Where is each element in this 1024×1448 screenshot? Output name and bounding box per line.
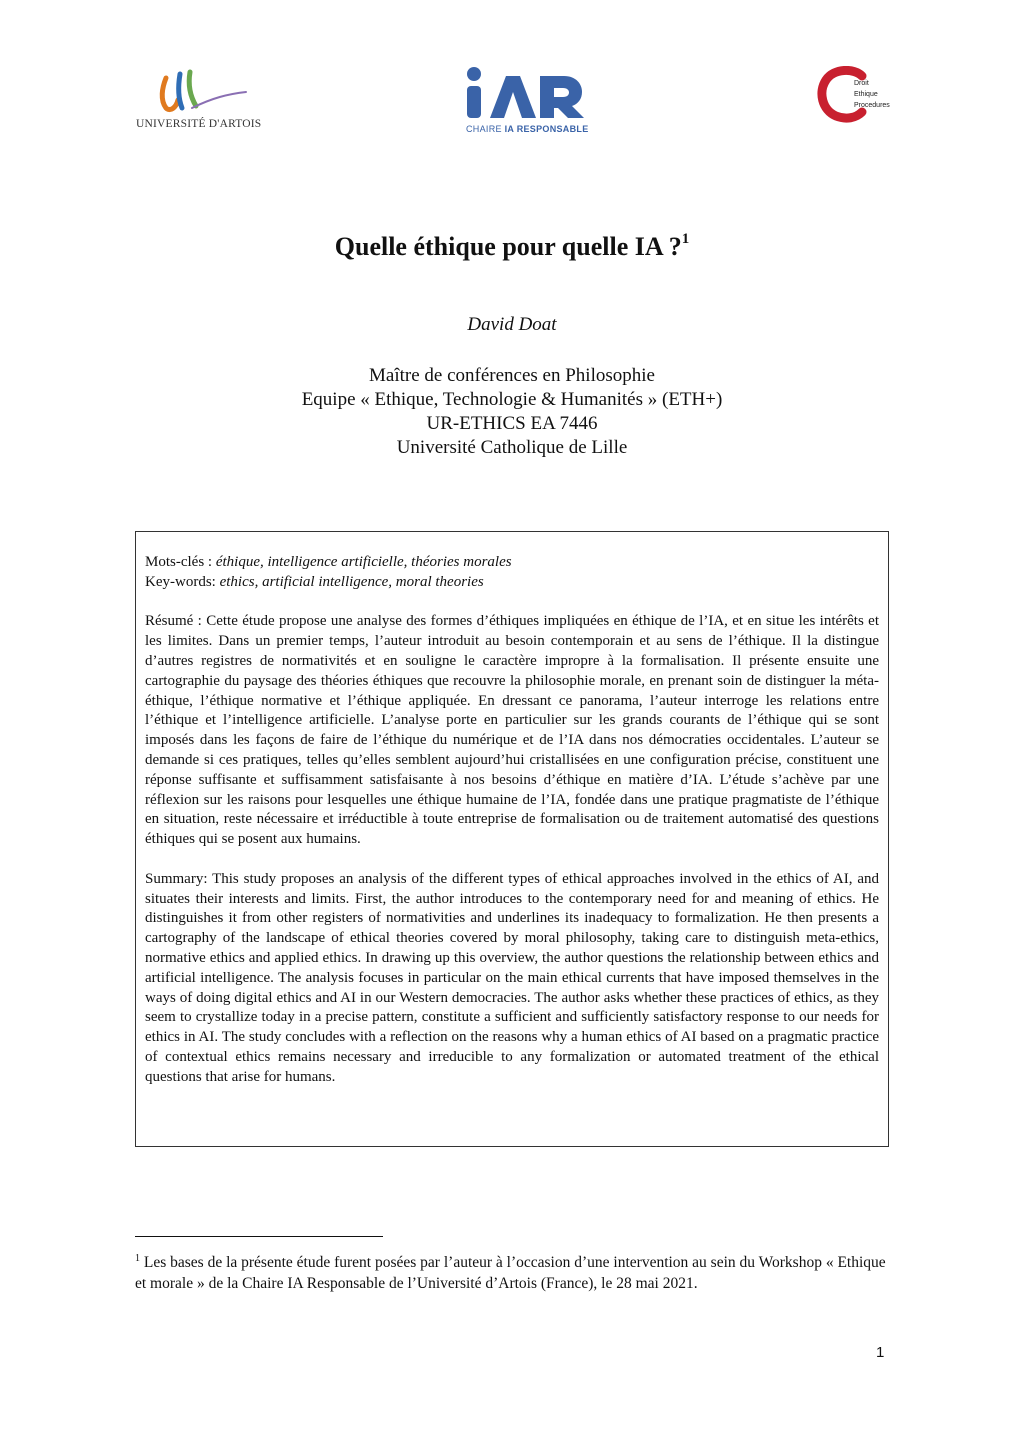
- author-affiliation: [0, 364, 1024, 460]
- universite-artois-logo: [132, 68, 262, 132]
- dep-logo-text: Droit Ethique Procedures: [854, 80, 890, 109]
- affiliation-line: Maître de conférences en Philosophie: [369, 365, 655, 386]
- author-name: David Doat: [467, 314, 557, 335]
- affiliation-line: Université Catholique de Lille: [396, 437, 628, 458]
- resume-paragraph: Résumé : Cette étude propose une analyse des formes d’éthiques impliquées en éthique de l’IA, et en situe les intérêts et les limites. Dans un premier temps, l’auteur introduit au besoin contemporain et au sens de l’éthique. Il la distingue d’autres registres de normativités et en souligne le caractère impropre à la formalisation. Il présente ensuite une cartographie du paysage des théories éthiques que recouvre la philosophie morale, en prenant soin de distinguer la méta-éthique, l’éthique normative et l’éthique appliquée. En dressant ce panorama, l’auteur interroge les relations entre l’éthique et l’intelligence artificielle. L’analyse porte en particulier sur les grands courants de l’éthique qui se sont imposés dans les façons de faire de l’éthique du numérique et de l’IA dans nos démocraties occidentales. L’auteur se demande si ces pratiques, telles qu’elles semblent aujourd’hui cristallisées en une configuration précise, constituent une réponse suffisante et suffisamment satisfaisante à nos besoins d’éthique en matière d’IA. L’étude s’achève par une réflexion sur les raisons pour lesquelles une éthique humaine de l’IA, fondée dans une pratique pragmatiste de l’éthique en situation, reste nécessaire et irréductible à toute entreprise de formalisation ou de traitement automatisé des questions éthiques qui se posent aux humains.: [145, 613, 879, 848]
- abstract-box: [135, 531, 889, 1147]
- keywords-fr: Mots-clés : éthique, intelligence artificielle, théories morales: [145, 554, 512, 570]
- footnote-number: 1: [135, 1253, 140, 1264]
- ua-mark-icon: [132, 68, 252, 118]
- page-number: 1: [876, 1344, 885, 1361]
- footnote-text: Les bases de la présente étude furent posées par l’auteur à l’occasion d’une intervention au sein du Workshop « Ethique et morale » de la Chaire IA Responsable de l’Université d’Artois (France), le 28 mai 2021.: [135, 1254, 886, 1293]
- affiliation-line: Equipe « Ethique, Technologie & Humanités » (ETH+): [301, 389, 723, 410]
- paper-title: Quelle éthique pour quelle IA ?$^1$: [334, 231, 690, 261]
- iar-logo: [460, 66, 590, 138]
- footnote-separator: [135, 1236, 383, 1237]
- iar-mark-icon: [460, 66, 590, 122]
- iar-logo-subtitle: CHAIRE IA RESPONSABLE: [466, 124, 589, 134]
- summary-paragraph: Summary: This study proposes an analysis of the different types of ethical approaches involved in the ethics of AI, and situates their interests and limits. First, the author introduces to the contemporary need for and meaning of ethics. He distinguishes it from other registers of normativities and underlines its inadequacy to formalization. He then presents a cartography of the landscape of ethical theories covered by moral philosophy, taking care to distinguish meta-ethics, normative ethics and applied ethics. In drawing up this overview, the author questions the relationship between ethics and artificial intelligence. The analysis focuses in particular on the main ethical currents that have imposed themselves in the ways of doing digital ethics and AI in our Western democracies. The author asks whether these practices of ethics, as they seem to crystallize today in a precise pattern, constitute a sufficient and sufficiently satisfactory response to our needs for ethics in AI. The study concludes with a reflection on the reasons why a human ethics of AI based on a pragmatic practice of contextual ethics remains necessary and irreducible to any formalization or automated treatment of the ethical questions that arise for humans.: [145, 870, 879, 1085]
- footnote: [135, 1248, 889, 1294]
- ua-logo-text: UNIVERSITÉ D'ARTOIS: [136, 118, 262, 130]
- droit-ethique-procedures-logo: [814, 66, 894, 124]
- title-footnote-ref[interactable]: 1: [681, 231, 690, 248]
- keywords-en: Key-words: ethics, artificial intelligence, moral theories: [145, 573, 484, 590]
- affiliation-line: UR-ETHICS EA 7446: [426, 413, 598, 434]
